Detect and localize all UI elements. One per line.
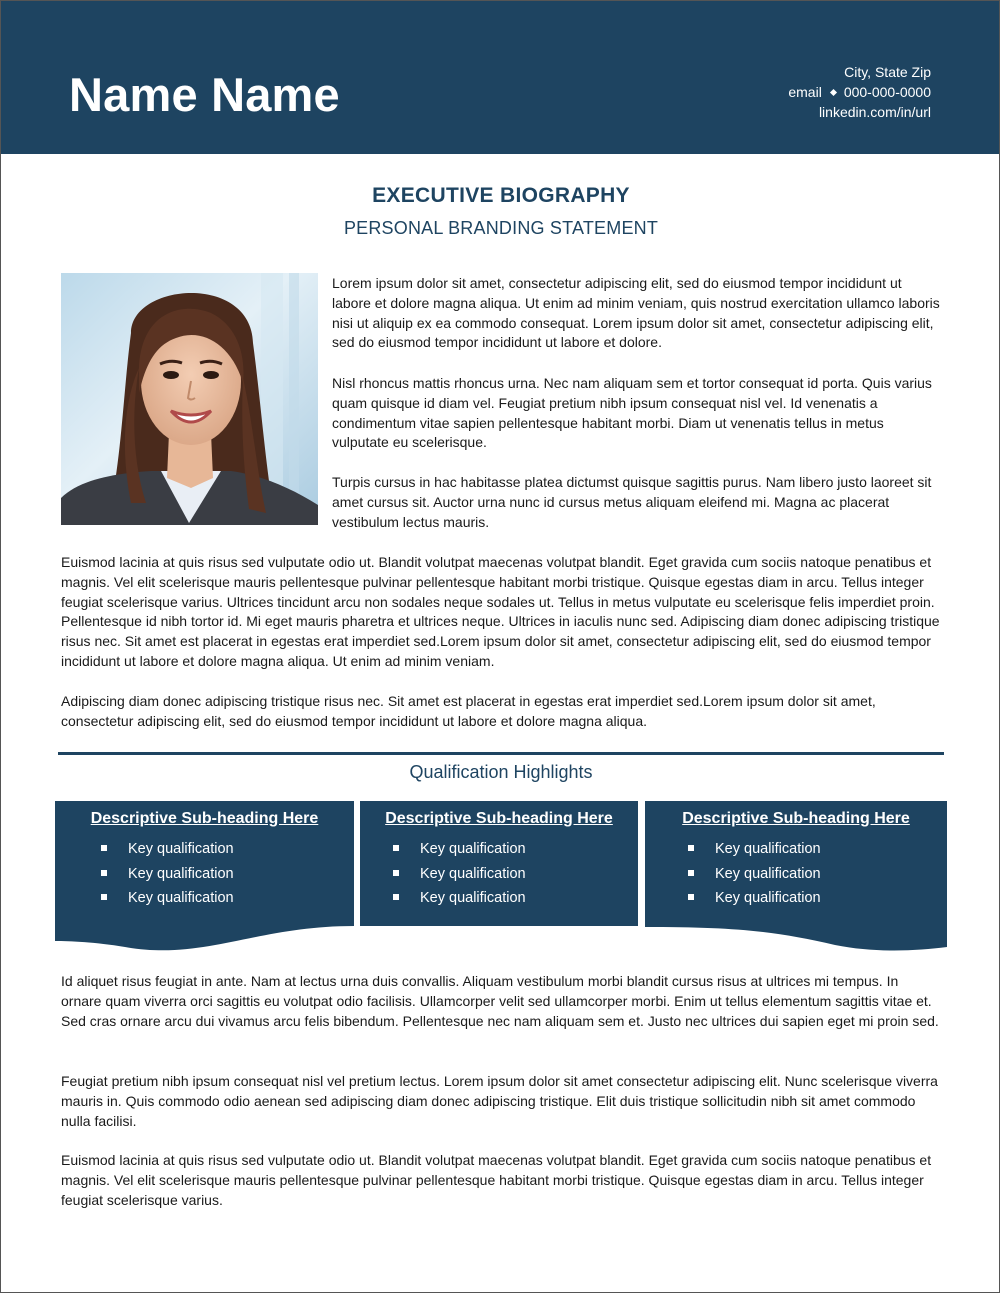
candidate-name: Name Name (69, 68, 340, 121)
closing-paragraph-3: Euismod lacinia at quis risus sed vulputate odio ut. Blandit volutpat maecenas volutpat blandit. Eget gravida cum sociis natoque penatibus et magnis. Vel elit scelerisque mauris pellentesque pulvinar pellentesque habitant morbi tristique. Quisque egestas diam in arcu. Tellus integer feugiat scelerisque varius. (61, 1152, 932, 1208)
qualification-card-3-list (688, 837, 821, 911)
portrait-photo (61, 273, 318, 525)
qualification-card-2-heading: Descriptive Sub-heading Here (385, 810, 613, 827)
list-item-text: Key qualification (715, 841, 821, 857)
list-item-text: Key qualification (128, 890, 234, 906)
body-paragraph-1: Euismod lacinia at quis risus sed vulputate odio ut. Blandit volutpat maecenas volutpat blandit. Eget gravida cum sociis natoque penatibus et magnis. Vel elit scelerisque mauris pellentesque pulvinar pellentesque habitant morbi tristique. Quisque egestas diam in arcu. Tellus integer feugiat scelerisque varius. Ultrices tincidunt arcu non sodales neque sodales ut. Tellus in metus vulputate eu scelerisque felis imperdiet proin. Pellentesque id nibh tortor id. Mi eget mauris pharetra et ultrices neque. Ultrices in iaculis nunc sed. Adipiscing diam donec adipiscing tristique risus nec. Sit amet est placerat in egestas erat imperdiet sed.Lorem ipsum dolor sit amet, consectetur adipiscing elit, sed do eiusmod tempor incididunt ut labore et dolore magna aliqua. Ut enim ad minim veniam. (61, 554, 940, 669)
list-item-text: Key qualification (128, 841, 234, 857)
qualification-highlights-title: Qualification Highlights (409, 762, 593, 782)
square-bullet-icon (393, 845, 399, 851)
list-item-text: Key qualification (715, 890, 821, 906)
portrait-photo-icon (61, 273, 318, 525)
diamond-separator-icon (830, 89, 837, 96)
list-item (688, 862, 821, 887)
list-item (393, 862, 526, 887)
list-item-text: Key qualification (128, 865, 234, 882)
body-paragraph-2: Adipiscing diam donec adipiscing tristique risus nec. Sit amet est placerat in egestas erat imperdiet sed.Lorem ipsum dolor sit amet, consectetur adipiscing elit, sed do eiusmod tempor incididunt ut labore et dolore magna aliqua. (61, 693, 876, 729)
qualification-card-1-heading: Descriptive Sub-heading Here (90, 810, 319, 827)
phone-text: 000-000-0000 (843, 84, 931, 100)
list-item-text: Key qualification (420, 865, 526, 882)
list-item (393, 837, 526, 862)
qualification-card-1-list (101, 837, 234, 911)
square-bullet-icon (688, 870, 694, 876)
square-bullet-icon (688, 894, 694, 900)
list-item-text: Key qualification (420, 841, 526, 857)
qualification-card-2-list (393, 837, 526, 911)
intro-paragraph-3: Turpis cursus in hac habitasse platea dictumst quisque sagittis purus. Nam libero justo laoreet sit amet cursus sit. Auctor urna nunc id cursus metus aliquam eleifend mi. Magna ac placerat vestibulum lectus mauris. (332, 474, 932, 530)
square-bullet-icon (393, 894, 399, 900)
qualification-card-1 (55, 801, 354, 953)
branding-statement: PERSONAL BRANDING STATEMENT (343, 218, 659, 238)
header-banner (1, 1, 1000, 154)
square-bullet-icon (101, 845, 107, 851)
email-text: email (788, 84, 822, 100)
section-divider (58, 752, 944, 755)
square-bullet-icon (101, 894, 107, 900)
list-item (393, 886, 526, 911)
qualification-card-3 (645, 801, 947, 955)
document-title: EXECUTIVE BIOGRAPHY (372, 184, 630, 207)
closing-paragraph-1: Id aliquet risus feugiat in ante. Nam at lectus urna duis convallis. Aliquam vestibulum morbi blandit cursus risus at ultrices mi tempus. In ornare quam viverra orci sagittis eu volutpat odio facilisis. Ullamcorper velit sed ullamcorper morbi. Enim ut tellus elementum sagittis vitae et. Sed cras ornare arcu dui vivamus arcu felis bibendum. Pellentesque nec nam aliquam sem et. Justo nec ultrices dui sapien eget mi proin sed. (61, 973, 939, 1029)
list-item (688, 837, 821, 862)
list-item-text: Key qualification (420, 890, 526, 906)
list-item (688, 886, 821, 911)
list-item-text: Key qualification (715, 865, 821, 882)
closing-paragraph-2: Feugiat pretium nibh ipsum consequat nisl vel pretium lectus. Lorem ipsum dolor sit amet consectetur adipiscing elit. Nunc scelerisque viverra mauris in. Quis commodo odio aenean sed adipiscing diam donec adipiscing tristique. Elit duis tristique sollicitudin nibh sit amet commodo nulla facilisi. (61, 1073, 938, 1129)
square-bullet-icon (101, 870, 107, 876)
square-bullet-icon (393, 870, 399, 876)
linkedin-url: linkedin.com/in/url (818, 104, 931, 120)
list-item (101, 862, 234, 887)
city-state-zip: City, State Zip (844, 64, 931, 80)
list-item (101, 886, 234, 911)
qualification-card-2 (360, 801, 638, 927)
square-bullet-icon (688, 845, 694, 851)
qualification-card-3-heading: Descriptive Sub-heading Here (682, 810, 910, 827)
contact-block (788, 62, 931, 122)
list-item (101, 837, 234, 862)
intro-paragraph-2: Nisl rhoncus mattis rhoncus urna. Nec nam aliquam sem et tortor consequat id porta. Quis varius quam quisque id diam vel. Feugiat pretium nibh ipsum consequat nisl vel. Id venenatis a condimentum vitae sapien pellentesque habitant morbi. Diam ut venenatis tellus in metus vulputate eu scelerisque. (332, 375, 932, 451)
email-phone-line (788, 82, 931, 102)
intro-paragraph-1: Lorem ipsum dolor sit amet, consectetur adipiscing elit, sed do eiusmod tempor incididunt ut labore et dolore magna aliqua. Ut enim ad minim veniam, quis nostrud exercitation ullamco laboris nisi ut aliquip ex ea commodo consequat. Lorem ipsum dolor sit amet, consectetur adipiscing elit, sed do eiusmod tempor incididunt ut labore et dolore. (332, 275, 940, 351)
